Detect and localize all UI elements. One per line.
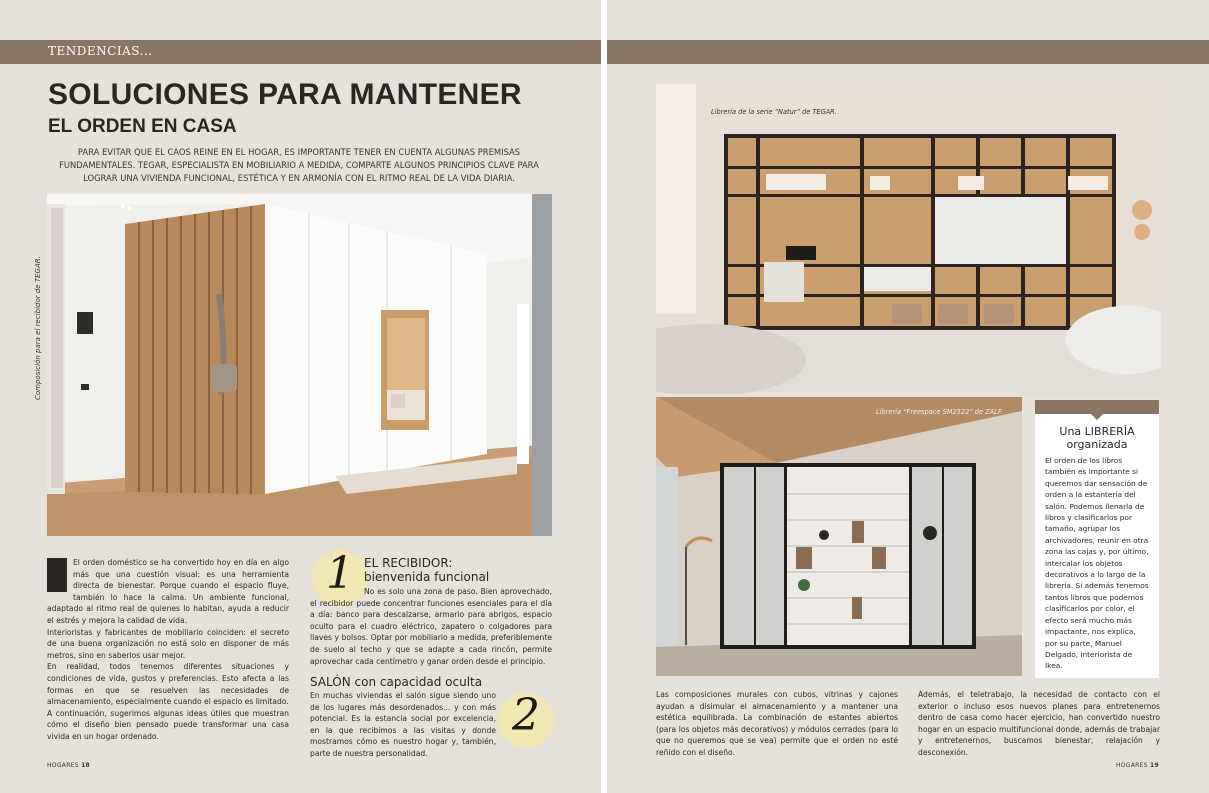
section-tag: TENDENCIAS... [48,44,153,58]
section-1-heading-line-1: EL RECIBIDOR: [364,556,453,570]
section-1-heading-line-2: bienvenida funcional [364,570,490,584]
right-column-1: Las composiciones murales con cubos, vitrinas y cajones ayudan a disimular el almacenamiento y a mantener una estética equilibrada. La combinación de estantes abiertos (para los objetos más decorativos) y módulos cerrados (para lo que no queremos que se vea) permite que el orden no esté reñido con el diseño. [656,690,898,757]
header-band-right [607,40,1209,64]
hallway-photo [47,194,552,536]
intro-paragraph-4: A continuación, sugerimos algunas ideas útiles que muestran cómo el diseño bien pensado puede transformar una casa vivida en un hogar ordenado. [47,708,289,741]
section-2-heading: SALÓN con capacidad oculta [310,675,483,689]
sidebox-text: El orden de los libros también es importante si queremos dar sensación de orden a la estantería del salón. Podemos llenarla de libros y clasificarlos por tamaño, agrupar los archivadores, reunir en otra zona las cajas y, por último, intercalar los objetos decorativos a lo largo de la librería. Si además tenemos tantos libros que podemos clasificarlos por color, el efecto será mucho más impactante, nos explica, por su parte, Manuel Delgado, interiorista de Ikea. [1045,456,1149,671]
page-folio-right [1116,762,1159,769]
bookshelf-photo-top-illustration [656,84,1161,394]
article-lead: PARA EVITAR QUE EL CAOS REINE EN EL HOGAR, ES IMPORTANTE TENER EN CUENTA ALGUNAS PREMISAS FUNDAMENTALES. TEGAR, ESPECIALISTA EN MOBILIARIO A MEDIDA, COMPARTE ALGUNOS PRINCIPIOS CLAVE PARA LOGRAR UNA VIVIENDA FUNCIONAL, ESTÉTICA Y EN ARMONÍA CON EL RITMO REAL DE LA VIDA DIARIA. [59,147,539,183]
article-subtitle: EL ORDEN EN CASA [48,116,237,137]
hallway-photo-caption: Composición para el recibidor de TEGAR. [34,256,42,400]
hallway-photo-illustration [47,194,552,536]
bookshelf-photo-bottom-illustration [656,397,1022,676]
sidebox-title-line-2: organizada [1066,438,1128,451]
sidebox-pointer [1091,414,1103,420]
bookshelf-photo-bottom [656,397,1022,676]
sidebox-title-line-1: Una LIBRERÍA [1059,425,1135,438]
dropcap-letter [47,558,67,592]
sidebox-header-bar [1035,400,1159,414]
folio-number-left: 18 [81,762,91,769]
folio-label-left: HOGARES [47,762,79,769]
intro-paragraph-1: El orden doméstico se ha convertido hoy en día en algo más que una cuestión visual: es una herramienta directa de bienestar. Porque cuando el espacio fluye, también lo hace la calma. Un ambiente funcional, adaptado al ritmo real de quienes lo habitan, ayuda a reducir el estrés y mejora la calidad de vida. [47,558,289,625]
right-column-2: Además, el teletrabajo, la necesidad de contacto con el exterior o incluso esos nuevos planes para entretenernos dentro de casa como hacer ejercicio, han convertido nuestro hogar en un espacio multifuncional donde, además de trabajar y entretenernos, buscamos bienestar, relajación y desconexión. [918,690,1160,757]
photo-2-caption: Librería “Freespace SM2522” de ZALF. [876,408,1003,416]
section-2-number: 2 [512,690,540,741]
section-2-number-disc [498,692,554,748]
intro-paragraph-2: Interioristas y fabricantes de mobiliario coinciden: el secreto de una buena organización no está solo en disponer de más metros, sino en saberlos usar mejor. [47,627,289,660]
article-title: SOLUCIONES PARA MANTENER [48,78,522,111]
page-folio-left [47,762,90,769]
bookshelf-photo-top [656,84,1161,394]
left-page [0,0,601,793]
intro-column [47,557,289,743]
sidebox-library [1035,400,1159,678]
section-1-heading [364,556,489,584]
photo-1-caption: Librería de la serie “Natur” de TEGAR. [711,108,837,116]
right-page [607,0,1209,793]
section-2-text: En muchas viviendas el salón sigue siendo uno de los lugares más desordenados... y con más potencial. Es la estancia social por excelencia, en la que recibimos a las visitas y donde mostramos cómo es nuestro hogar y, también, parte de nuestra personalidad. [310,691,496,758]
folio-label-right: HOGARES [1115,762,1148,769]
folio-number-right: 19 [1150,762,1159,769]
section-1-text: No es solo una zona de paso. Bien aprovechado, el recibidor puede concentrar funciones esenciales para el día a día: banco para descalzarse, armario para abrigos, espacio oculto para el cuadro eléctrico, zapatero o colgadores para llaves y bolsos. Optar por mobiliario a medida, preferiblemente de suelo al techo y que se adapte a cada rincón, permite aprovechar cada centímetro y ganar orden desde el principio. [310,587,552,666]
sidebox-title [1035,425,1159,451]
section-1-number: 1 [326,548,354,599]
intro-paragraph-3: En realidad, todos tenemos diferentes situaciones y condiciones de vida, gustos y preferencias. Esto afecta a las formas en que se resuelven las necesidades de almacenamiento, especialmente cuando el espacio es limitado. [47,662,289,707]
